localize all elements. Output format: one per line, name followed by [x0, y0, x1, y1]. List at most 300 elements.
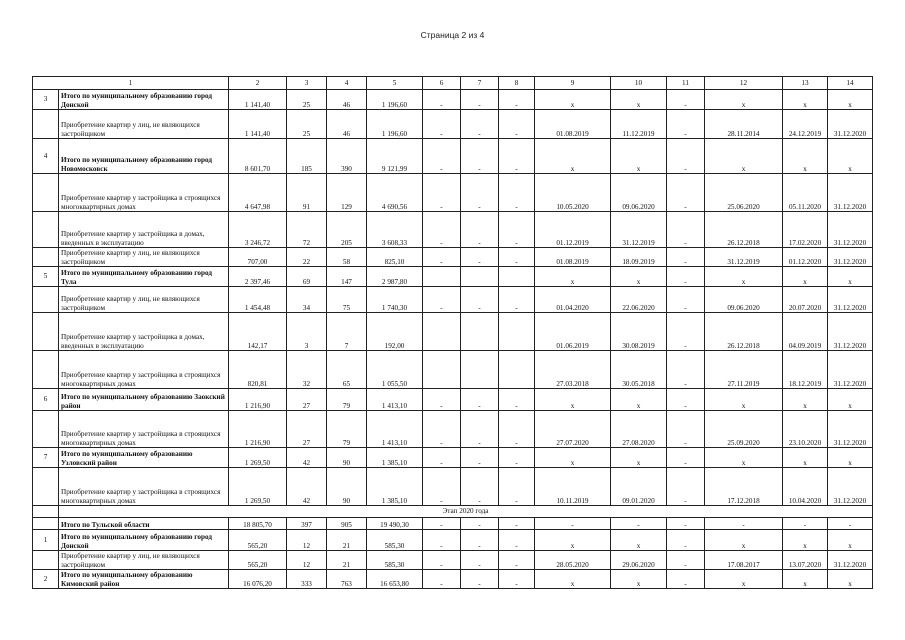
cell-col-11: -: [667, 110, 705, 139]
cell-col-12: -: [705, 518, 783, 530]
cell-col-5: 19 490,30: [367, 518, 423, 530]
cell-col-3: 42: [287, 448, 327, 468]
cell-col-11: -: [667, 313, 705, 351]
cell-col-2: 8 601,70: [229, 139, 287, 174]
cell-col-8: -: [499, 468, 535, 506]
cell-col-6: -: [423, 518, 461, 530]
cell-col-6: -: [423, 212, 461, 248]
cell-col-5: 9 121,99: [367, 139, 423, 174]
cell-col-10: 29.06.2020: [611, 551, 667, 570]
cell-col-8: -: [499, 90, 535, 110]
cell-col-2: 18 805,70: [229, 518, 287, 530]
cell-col-14: x: [828, 530, 873, 551]
row-number: 6: [33, 389, 59, 411]
cell-col-3: 32: [287, 351, 327, 389]
stage-row: [33, 506, 873, 518]
cell-col-4: 46: [327, 110, 367, 139]
cell-col-11: -: [667, 90, 705, 110]
cell-col-4: 390: [327, 139, 367, 174]
cell-col-12: 28.11.2014: [705, 110, 783, 139]
table-row-item: [33, 468, 873, 506]
cell-col-5: 16 653,80: [367, 570, 423, 589]
cell-col-6: -: [423, 90, 461, 110]
cell-col-8: [499, 267, 535, 287]
column-header: 14: [828, 77, 873, 90]
cell-col-10: 27.08.2020: [611, 411, 667, 448]
row-number: [33, 174, 59, 212]
cell-col-7: -: [461, 411, 499, 448]
cell-col-4: 21: [327, 551, 367, 570]
cell-col-13: 23.10.2020: [783, 411, 828, 448]
cell-col-12: x: [705, 530, 783, 551]
cell-col-2: 1 141,40: [229, 110, 287, 139]
cell-col-4: 147: [327, 267, 367, 287]
cell-col-6: -: [423, 139, 461, 174]
cell-col-13: 18.12.2019: [783, 351, 828, 389]
cell-col-6: -: [423, 287, 461, 313]
column-header: 8: [499, 77, 535, 90]
cell-col-2: 4 647,98: [229, 174, 287, 212]
cell-col-11: -: [667, 267, 705, 287]
cell-col-7: -: [461, 518, 499, 530]
table-row-total: [33, 389, 873, 411]
table-row-item: [33, 411, 873, 448]
cell-col-7: -: [461, 530, 499, 551]
cell-col-14: 31.12.2020: [828, 248, 873, 267]
cell-col-8: -: [499, 448, 535, 468]
cell-col-14: x: [828, 90, 873, 110]
cell-col-2: 565,20: [229, 530, 287, 551]
cell-col-2: 565,20: [229, 551, 287, 570]
cell-col-10: 18.09.2019: [611, 248, 667, 267]
cell-col-14: 31.12.2020: [828, 287, 873, 313]
row-description: Приобретение квартир у лиц, не являющихся застройщиком: [59, 551, 229, 570]
cell-col-8: -: [499, 248, 535, 267]
header-row: [33, 77, 873, 90]
cell-col-3: 27: [287, 389, 327, 411]
cell-col-9: 27.03.2018: [535, 351, 611, 389]
cell-col-4: 205: [327, 212, 367, 248]
cell-col-3: 3: [287, 313, 327, 351]
cell-col-6: [423, 313, 461, 351]
cell-col-7: -: [461, 174, 499, 212]
cell-col-6: -: [423, 551, 461, 570]
cell-col-14: 31.12.2020: [828, 351, 873, 389]
cell-col-13: 17.02.2020: [783, 212, 828, 248]
cell-col-14: 31.12.2020: [828, 313, 873, 351]
cell-col-12: 26.12.2018: [705, 212, 783, 248]
row-description: Приобретение квартир у застройщика в строящихся многоквартирных домах: [59, 351, 229, 389]
cell-col-4: 46: [327, 90, 367, 110]
cell-col-11: -: [667, 139, 705, 174]
cell-col-5: 1 413,10: [367, 411, 423, 448]
cell-col-11: -: [667, 351, 705, 389]
cell-col-9: 01.04.2020: [535, 287, 611, 313]
stage-spacer: [33, 506, 59, 518]
cell-col-6: -: [423, 174, 461, 212]
cell-col-2: 2 397,46: [229, 267, 287, 287]
row-description: Итого по муниципальному образованию город Донской: [59, 90, 229, 110]
cell-col-6: [423, 267, 461, 287]
cell-col-14: 31.12.2020: [828, 551, 873, 570]
cell-col-12: 17.12.2018: [705, 468, 783, 506]
table-row-item: [33, 551, 873, 570]
cell-col-11: -: [667, 389, 705, 411]
cell-col-2: 1 216,90: [229, 411, 287, 448]
cell-col-10: x: [611, 448, 667, 468]
row-description: Приобретение квартир у застройщика в строящихся многоквартирных домах: [59, 174, 229, 212]
cell-col-12: x: [705, 448, 783, 468]
cell-col-5: 192,00: [367, 313, 423, 351]
table-row-item: [33, 351, 873, 389]
data-table: [32, 76, 873, 589]
row-number: [33, 212, 59, 248]
cell-col-7: -: [461, 551, 499, 570]
cell-col-8: -: [499, 139, 535, 174]
cell-col-5: 825,10: [367, 248, 423, 267]
cell-col-2: 1 141,40: [229, 90, 287, 110]
cell-col-11: -: [667, 287, 705, 313]
column-header: 3: [287, 77, 327, 90]
cell-col-6: -: [423, 248, 461, 267]
cell-col-9: x: [535, 267, 611, 287]
cell-col-11: -: [667, 468, 705, 506]
cell-col-3: 27: [287, 411, 327, 448]
row-description: Итого по муниципальному образованию город Новомосковск: [59, 139, 229, 174]
cell-col-6: -: [423, 448, 461, 468]
cell-col-10: 30.05.2018: [611, 351, 667, 389]
cell-col-8: -: [499, 389, 535, 411]
row-description: Итого по муниципальному образованию город Тула: [59, 267, 229, 287]
cell-col-7: -: [461, 570, 499, 589]
cell-col-5: 1 055,50: [367, 351, 423, 389]
table-row-item: [33, 287, 873, 313]
cell-col-11: -: [667, 248, 705, 267]
row-number: [33, 551, 59, 570]
cell-col-2: 1 269,50: [229, 468, 287, 506]
table-row-item: [33, 313, 873, 351]
cell-col-13: x: [783, 267, 828, 287]
cell-col-13: x: [783, 90, 828, 110]
cell-col-7: [461, 313, 499, 351]
column-header: 5: [367, 77, 423, 90]
row-number: [33, 351, 59, 389]
table-row-total: [33, 267, 873, 287]
cell-col-8: -: [499, 411, 535, 448]
cell-col-5: 4 690,56: [367, 174, 423, 212]
cell-col-5: 585,30: [367, 551, 423, 570]
table-row-total: [33, 139, 873, 174]
cell-col-2: 142,17: [229, 313, 287, 351]
cell-col-14: x: [828, 448, 873, 468]
cell-col-12: 31.12.2019: [705, 248, 783, 267]
cell-col-7: -: [461, 287, 499, 313]
cell-col-4: 90: [327, 468, 367, 506]
cell-col-6: -: [423, 411, 461, 448]
cell-col-6: -: [423, 570, 461, 589]
column-header: 11: [667, 77, 705, 90]
cell-col-13: x: [783, 530, 828, 551]
cell-col-3: 42: [287, 468, 327, 506]
cell-col-10: 09.01.2020: [611, 468, 667, 506]
row-description: Итого по муниципальному образованию город Донской: [59, 530, 229, 551]
column-header: 4: [327, 77, 367, 90]
cell-col-3: 25: [287, 110, 327, 139]
cell-col-13: 13.07.2020: [783, 551, 828, 570]
cell-col-10: x: [611, 389, 667, 411]
cell-col-10: x: [611, 267, 667, 287]
cell-col-4: 75: [327, 287, 367, 313]
table-row-item: [33, 248, 873, 267]
cell-col-11: -: [667, 530, 705, 551]
row-description: Приобретение квартир у застройщика в строящихся многоквартирных домах: [59, 468, 229, 506]
cell-col-9: 01.06.2019: [535, 313, 611, 351]
cell-col-6: [423, 351, 461, 389]
cell-col-4: 79: [327, 411, 367, 448]
row-description: Приобретение квартир у лиц, не являющихся застройщиком: [59, 248, 229, 267]
cell-col-9: 28.05.2020: [535, 551, 611, 570]
cell-col-2: 3 246,72: [229, 212, 287, 248]
row-number: [33, 468, 59, 506]
table-row-total: [33, 518, 873, 530]
cell-col-5: 1 413,10: [367, 389, 423, 411]
cell-col-14: 31.12.2020: [828, 212, 873, 248]
cell-col-13: 20.07.2020: [783, 287, 828, 313]
cell-col-7: -: [461, 448, 499, 468]
cell-col-10: x: [611, 530, 667, 551]
cell-col-13: 01.12.2020: [783, 248, 828, 267]
cell-col-10: -: [611, 518, 667, 530]
cell-col-12: 09.06.2020: [705, 287, 783, 313]
cell-col-12: 26.12.2018: [705, 313, 783, 351]
cell-col-11: -: [667, 448, 705, 468]
cell-col-10: x: [611, 90, 667, 110]
cell-col-12: x: [705, 90, 783, 110]
column-header: 2: [229, 77, 287, 90]
row-description: Приобретение квартир у застройщика в строящихся многоквартирных домах: [59, 411, 229, 448]
cell-col-8: -: [499, 212, 535, 248]
table-row-item: [33, 110, 873, 139]
cell-col-13: x: [783, 570, 828, 589]
column-header: 7: [461, 77, 499, 90]
cell-col-12: 25.06.2020: [705, 174, 783, 212]
cell-col-9: -: [535, 518, 611, 530]
cell-col-14: 31.12.2020: [828, 468, 873, 506]
cell-col-7: -: [461, 389, 499, 411]
cell-col-9: 10.05.2020: [535, 174, 611, 212]
cell-col-6: -: [423, 530, 461, 551]
cell-col-4: 905: [327, 518, 367, 530]
cell-col-11: -: [667, 411, 705, 448]
cell-col-3: 22: [287, 248, 327, 267]
row-description: Приобретение квартир у застройщика в домах, введенных в эксплуатацию: [59, 313, 229, 351]
column-header: 13: [783, 77, 828, 90]
cell-col-11: -: [667, 570, 705, 589]
cell-col-8: -: [499, 287, 535, 313]
cell-col-13: 10.04.2020: [783, 468, 828, 506]
column-header: 1: [33, 77, 229, 90]
cell-col-9: 01.08.2019: [535, 110, 611, 139]
cell-col-8: -: [499, 518, 535, 530]
cell-col-10: x: [611, 570, 667, 589]
cell-col-3: 12: [287, 530, 327, 551]
row-number: [33, 248, 59, 267]
cell-col-2: 1 454,48: [229, 287, 287, 313]
row-number: 7: [33, 448, 59, 468]
cell-col-9: 10.11.2019: [535, 468, 611, 506]
cell-col-5: 1 385,10: [367, 468, 423, 506]
cell-col-5: 1 385,10: [367, 448, 423, 468]
cell-col-7: -: [461, 212, 499, 248]
row-description: Итого по Тульской области: [59, 518, 229, 530]
cell-col-2: 16 076,20: [229, 570, 287, 589]
cell-col-14: 31.12.2020: [828, 110, 873, 139]
row-description: Итого по муниципальному образованию Узловский район: [59, 448, 229, 468]
cell-col-9: x: [535, 530, 611, 551]
row-number: 1: [33, 530, 59, 551]
cell-col-8: -: [499, 174, 535, 212]
cell-col-3: 72: [287, 212, 327, 248]
cell-col-11: -: [667, 551, 705, 570]
cell-col-2: 1 216,90: [229, 389, 287, 411]
table-row-total: [33, 570, 873, 589]
cell-col-7: -: [461, 468, 499, 506]
cell-col-13: 24.12.2019: [783, 110, 828, 139]
row-number: 4: [33, 139, 59, 174]
cell-col-11: -: [667, 518, 705, 530]
cell-col-4: 58: [327, 248, 367, 267]
cell-col-14: x: [828, 139, 873, 174]
row-number: 2: [33, 570, 59, 589]
column-header: 10: [611, 77, 667, 90]
cell-col-14: x: [828, 389, 873, 411]
cell-col-8: -: [499, 570, 535, 589]
cell-col-3: 12: [287, 551, 327, 570]
cell-col-10: 22.06.2020: [611, 287, 667, 313]
cell-col-12: 27.11.2019: [705, 351, 783, 389]
cell-col-5: 2 987,80: [367, 267, 423, 287]
table-row-total: [33, 448, 873, 468]
cell-col-13: x: [783, 139, 828, 174]
cell-col-4: 79: [327, 389, 367, 411]
cell-col-12: x: [705, 267, 783, 287]
cell-col-10: 11.12.2019: [611, 110, 667, 139]
cell-col-9: x: [535, 90, 611, 110]
cell-col-13: x: [783, 448, 828, 468]
row-description: Приобретение квартир у лиц, не являющихся застройщиком: [59, 110, 229, 139]
cell-col-13: 05.11.2020: [783, 174, 828, 212]
cell-col-7: [461, 351, 499, 389]
cell-col-4: 129: [327, 174, 367, 212]
cell-col-8: [499, 313, 535, 351]
cell-col-4: 21: [327, 530, 367, 551]
page-header: Страница 2 из 4: [420, 30, 485, 40]
cell-col-12: x: [705, 389, 783, 411]
cell-col-13: 04.09.2019: [783, 313, 828, 351]
cell-col-4: 65: [327, 351, 367, 389]
row-number: 3: [33, 90, 59, 110]
cell-col-5: 1 196,60: [367, 110, 423, 139]
cell-col-3: 69: [287, 267, 327, 287]
cell-col-9: 27.07.2020: [535, 411, 611, 448]
stage-label: Этап 2020 года: [59, 506, 873, 518]
cell-col-4: 763: [327, 570, 367, 589]
cell-col-10: 31.12.2019: [611, 212, 667, 248]
cell-col-7: -: [461, 90, 499, 110]
row-number: [33, 518, 59, 530]
cell-col-14: 31.12.2020: [828, 411, 873, 448]
row-description: Приобретение квартир у застройщика в домах, введенных в эксплуатацию: [59, 212, 229, 248]
cell-col-14: 31.12.2020: [828, 174, 873, 212]
cell-col-14: -: [828, 518, 873, 530]
cell-col-10: x: [611, 139, 667, 174]
cell-col-7: -: [461, 248, 499, 267]
cell-col-12: 17.08.2017: [705, 551, 783, 570]
cell-col-9: 01.08.2019: [535, 248, 611, 267]
table-row-total: [33, 530, 873, 551]
cell-col-4: 90: [327, 448, 367, 468]
cell-col-9: x: [535, 139, 611, 174]
table-row-total: [33, 90, 873, 110]
row-number: [33, 313, 59, 351]
cell-col-11: -: [667, 174, 705, 212]
column-header: 6: [423, 77, 461, 90]
cell-col-2: 1 269,50: [229, 448, 287, 468]
cell-col-3: 397: [287, 518, 327, 530]
cell-col-6: -: [423, 110, 461, 139]
cell-col-4: 7: [327, 313, 367, 351]
cell-col-3: 91: [287, 174, 327, 212]
cell-col-3: 34: [287, 287, 327, 313]
cell-col-7: -: [461, 110, 499, 139]
cell-col-12: x: [705, 570, 783, 589]
cell-col-8: -: [499, 110, 535, 139]
cell-col-10: 30.08.2019: [611, 313, 667, 351]
cell-col-5: 1 740,30: [367, 287, 423, 313]
cell-col-8: [499, 351, 535, 389]
cell-col-13: -: [783, 518, 828, 530]
row-number: [33, 411, 59, 448]
cell-col-6: -: [423, 389, 461, 411]
row-description: Приобретение квартир у лиц, не являющихся застройщиком: [59, 287, 229, 313]
cell-col-14: x: [828, 570, 873, 589]
column-header: 12: [705, 77, 783, 90]
cell-col-8: -: [499, 530, 535, 551]
row-number: 5: [33, 267, 59, 287]
cell-col-3: 25: [287, 90, 327, 110]
cell-col-9: x: [535, 389, 611, 411]
cell-col-12: x: [705, 139, 783, 174]
cell-col-3: 333: [287, 570, 327, 589]
row-number: [33, 110, 59, 139]
row-description: Итого по муниципальному образованию Кимовский район: [59, 570, 229, 589]
column-header: 9: [535, 77, 611, 90]
cell-col-10: 09.06.2020: [611, 174, 667, 212]
cell-col-6: -: [423, 468, 461, 506]
table-row-item: [33, 212, 873, 248]
cell-col-2: 707,00: [229, 248, 287, 267]
cell-col-12: 25.09.2020: [705, 411, 783, 448]
cell-col-5: 585,30: [367, 530, 423, 551]
cell-col-7: -: [461, 139, 499, 174]
row-description: Итого по муниципальному образованию Заокский район: [59, 389, 229, 411]
cell-col-2: 820,81: [229, 351, 287, 389]
cell-col-14: x: [828, 267, 873, 287]
cell-col-9: x: [535, 448, 611, 468]
cell-col-7: [461, 267, 499, 287]
cell-col-5: 1 196,60: [367, 90, 423, 110]
cell-col-9: 01.12.2019: [535, 212, 611, 248]
